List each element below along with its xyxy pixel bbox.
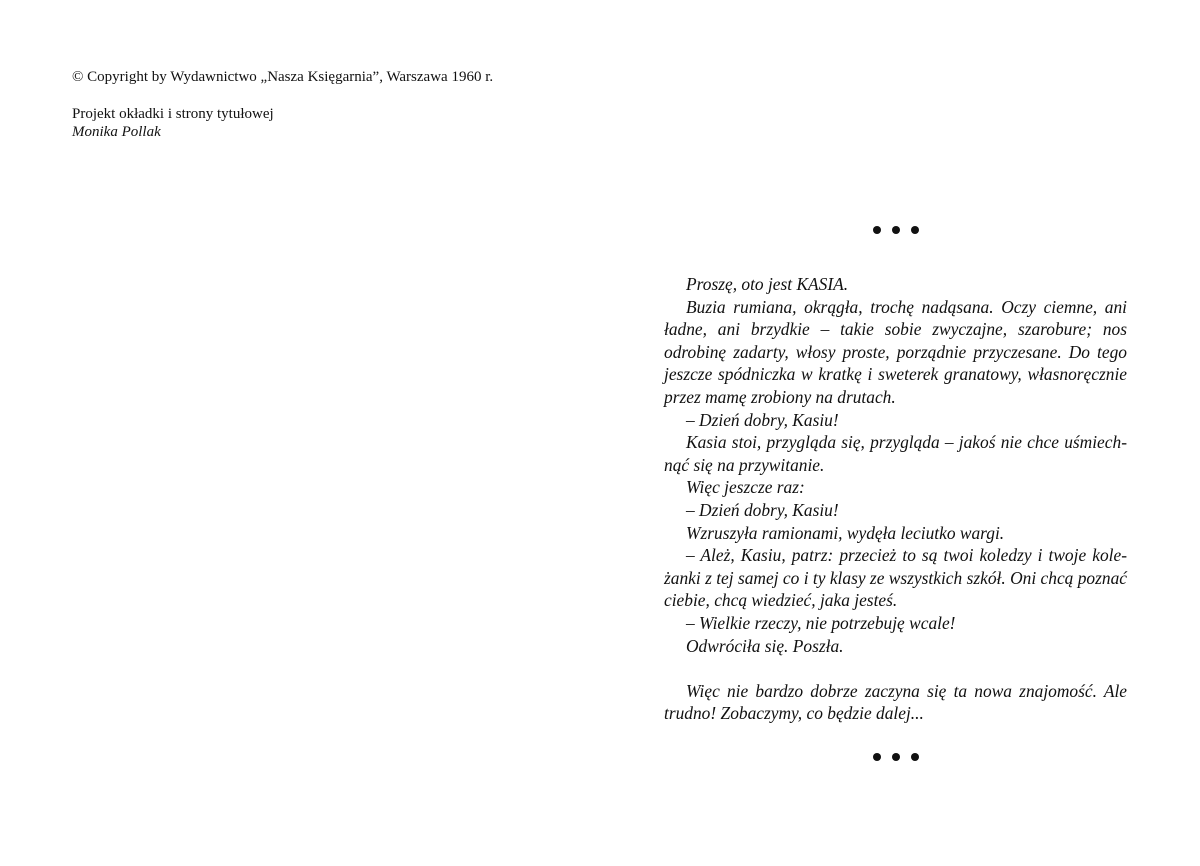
story-paragraph: Kasia stoi, przygląda się, przygląda – jakoś nie chce uśmiechnąć się na przywitanie. <box>664 432 1127 475</box>
story-paragraph: Odwróciła się. Poszła. <box>686 635 844 656</box>
ornament-star-icon <box>892 753 900 761</box>
story-paragraph: Proszę, oto jest KASIA. <box>686 274 849 294</box>
story-paragraph: – Ależ, Kasiu, patrz: przecież to są twoi koledzy i twoje koleżanki z tej samej co i ty klasy ze wszystkich szkół. Oni chcą poznać ciebie, chcą wiedzieć, jaka jesteś. <box>664 545 1127 611</box>
section-ornament-bottom <box>664 753 1127 761</box>
cover-design-credit-role: Projekt okładki i strony tytułowej <box>72 106 274 122</box>
ornament-star-icon <box>911 226 919 234</box>
section-ornament-top <box>664 226 1127 234</box>
paragraph-gap <box>664 657 1127 680</box>
story-paragraph: – Dzień dobry, Kasiu! <box>686 409 839 430</box>
story-paragraph: – Wielkie rzeczy, nie potrzebuję wcale! <box>686 612 956 633</box>
ornament-star-icon <box>892 226 900 234</box>
closing-paragraph: Więc nie bardzo dobrze zaczyna się ta nowa znajomość. Ale trudno! Zobaczymy, co będzie dalej... <box>664 680 1127 724</box>
cover-design-credit-name: Monika Pollak <box>72 124 161 140</box>
story-paragraph: – Dzień dobry, Kasiu! <box>686 499 839 520</box>
story-paragraph: Wzruszyła ramionami, wydęła leciutko wargi. <box>686 522 1005 543</box>
story-paragraph: Więc jeszcze raz: <box>686 477 805 498</box>
ornament-star-icon <box>873 226 881 234</box>
story-text <box>664 273 1127 725</box>
copyright-notice: © Copyright by Wydawnictwo „Nasza Księgarnia”, Warszawa 1960 r. <box>72 69 494 85</box>
left-page <box>72 68 592 141</box>
story-paragraph: Buzia rumiana, okrągła, trochę nadąsana. Oczy ciemne, ani ładne, ani brzydkie – takie sobie zwyczajne, szarobure; nos odrobinę zadarty, włosy proste, porządnie przyczesane. Do tego jeszcze spódniczka w kratkę i sweterek granatowy, własnoręcznie przez mamę zrobiony na drutach. <box>664 296 1127 407</box>
ornament-star-icon <box>873 753 881 761</box>
ornament-star-icon <box>911 753 919 761</box>
